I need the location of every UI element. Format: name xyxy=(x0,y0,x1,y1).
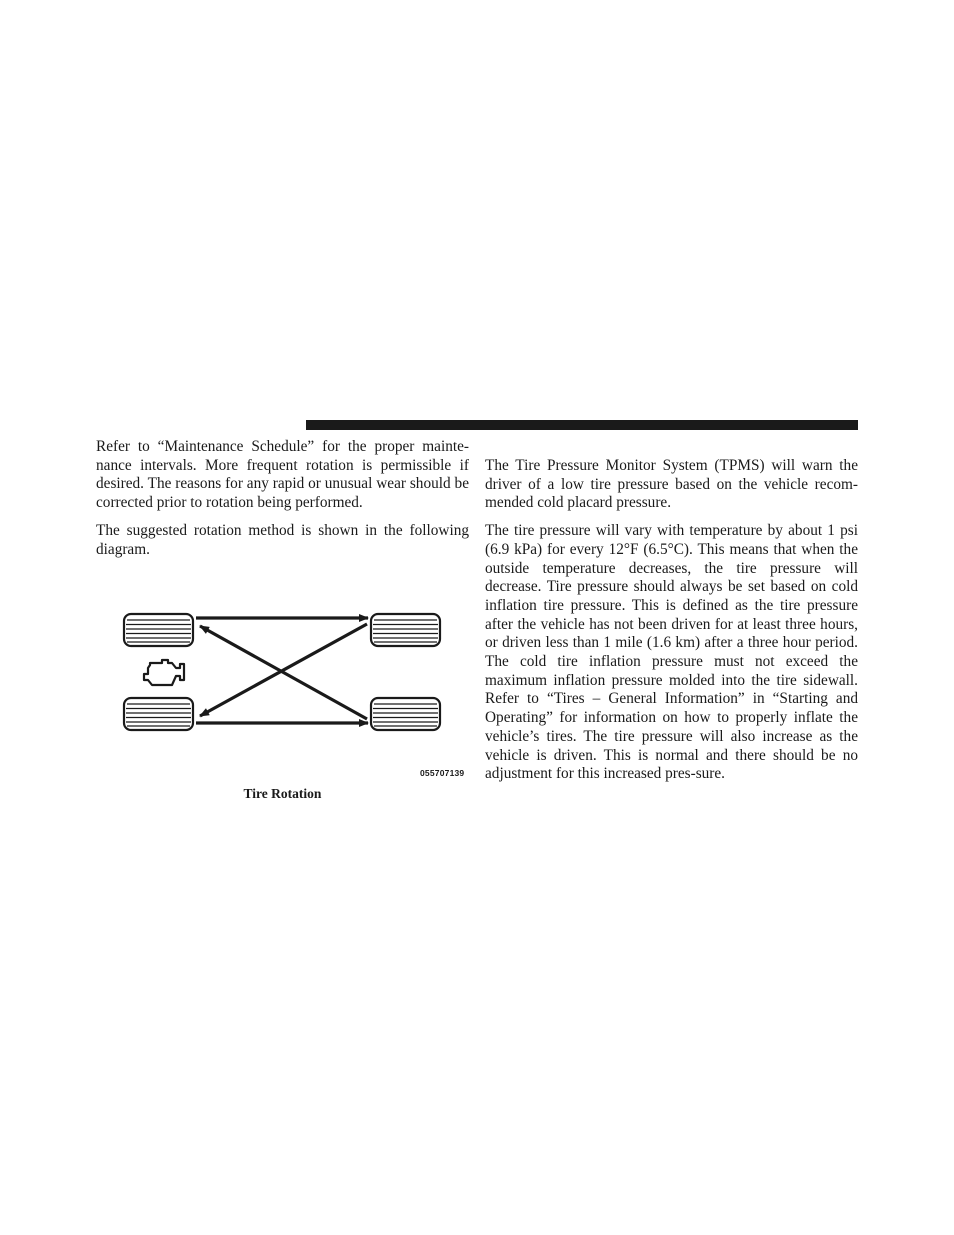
right-column xyxy=(485,457,858,793)
front-right-tire-icon xyxy=(371,614,440,646)
rear-left-tire-icon xyxy=(124,698,193,730)
paragraph-temperature-pressure: The tire pressure will vary with temperature by about 1 psi (6.9 kPa) for every 12°F (6.5°C). This means that when the outside temperature decreases, the tire pressure will decrease. Tire pressure should always be set based on cold inflation tire pressure. This is defined as the tire pressure after the vehicle has not been driven for at least three hours, or driven less than 1 mile (1.6 km) after a three hour period. The cold tire inflation pressure must not exceed the maximum inflation pressure molded into the tire sidewall. Refer to “Tires – General Information” in “Starting and Operating” for information on how to properly inflate the vehicle’s tires. The tire pressure will also increase as the vehicle is driven. This is normal and there should be no adjustment for this increased pres-sure. xyxy=(485,522,858,783)
engine-icon xyxy=(144,660,184,685)
rear-right-tire-icon xyxy=(371,698,440,730)
arrow-rear-right-to-front-left xyxy=(200,626,367,719)
tire-rotation-svg xyxy=(110,600,470,782)
paragraph-rotation-method: The suggested rotation method is shown in the following diagram. xyxy=(96,521,469,558)
figure-caption: Tire Rotation xyxy=(243,786,322,801)
tire-rotation-diagram xyxy=(110,600,470,782)
paragraph-tpms-warning: The Tire Pressure Monitor System (TPMS) will warn the driver of a low tire pressure based on the vehicle recom-mended cold placard pressure. xyxy=(485,457,858,512)
section-header-bar xyxy=(306,420,858,430)
left-column xyxy=(96,438,469,568)
figure-id-label: 055707139 xyxy=(420,768,465,778)
paragraph-maintenance-schedule: Refer to “Maintenance Schedule” for the proper mainte-nance intervals. More frequent rotation is permissible if desired. The reasons for any rapid or unusual wear should be corrected prior to rotation being performed. xyxy=(96,438,469,512)
front-left-tire-icon xyxy=(124,614,193,646)
arrow-front-right-to-rear-left xyxy=(200,624,367,716)
